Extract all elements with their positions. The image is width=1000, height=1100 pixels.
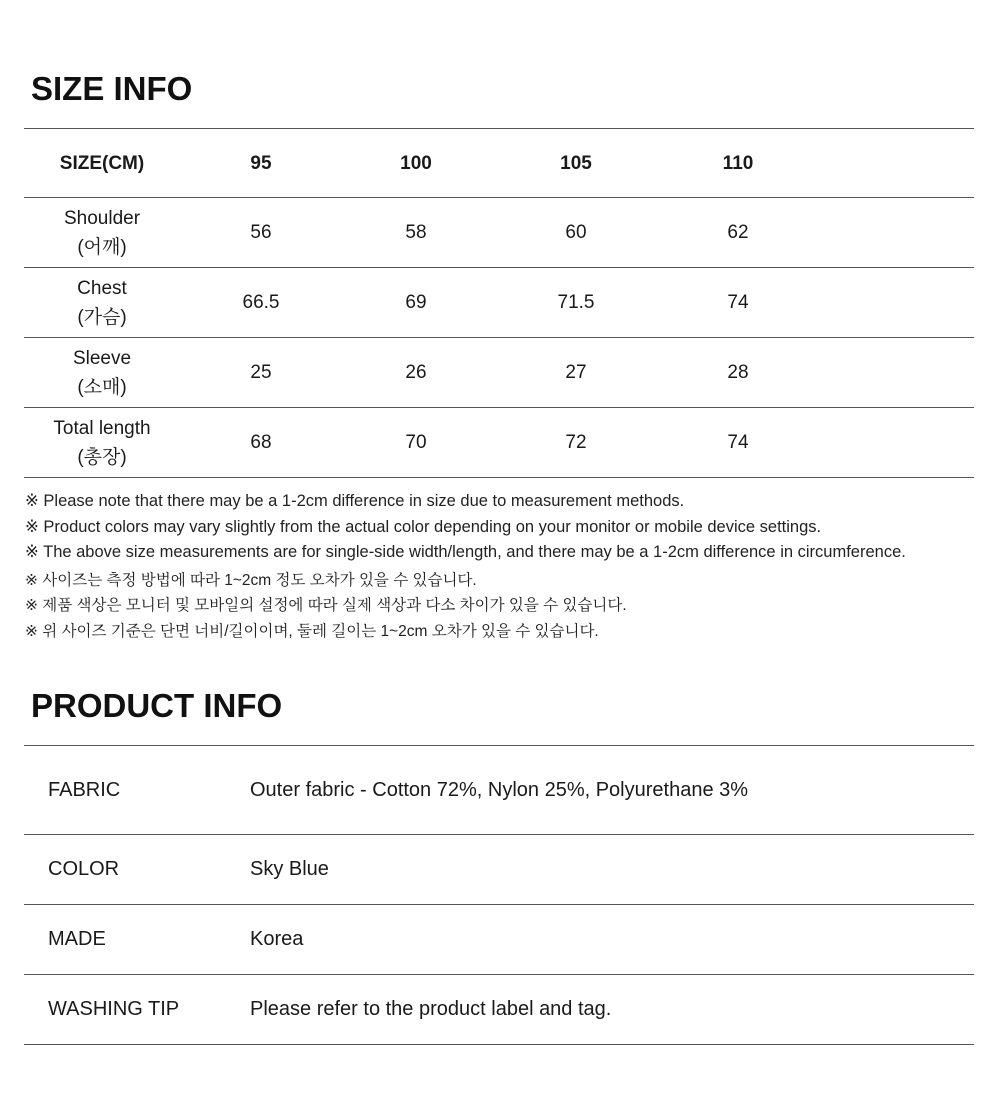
row-label-en: Sleeve <box>72 347 132 369</box>
product-info-title: PRODUCT INFO <box>31 687 283 724</box>
size-cell: 58 <box>405 222 427 243</box>
product-row-made <box>24 905 974 975</box>
header-cell-105: 105 <box>560 152 592 174</box>
size-cell: 71.5 <box>557 292 595 313</box>
size-cell: 62 <box>727 222 749 243</box>
row-label-en: Total length <box>53 417 151 439</box>
note-item: ※ 사이즈는 측정 방법에 따라 1~2cm 정도 오차가 있을 수 있습니다. <box>25 571 477 589</box>
product-value: Please refer to the product label and tag. <box>250 998 612 1020</box>
row-label-ko: (소매) <box>77 376 127 398</box>
size-row-chest <box>24 268 974 338</box>
size-row-total-length <box>24 408 974 478</box>
row-label-ko: (총장) <box>77 446 127 468</box>
size-table <box>24 128 974 478</box>
product-table <box>24 745 974 1045</box>
size-table-header <box>24 128 974 198</box>
product-label: COLOR <box>48 858 120 880</box>
header-cell-110: 110 <box>722 152 754 174</box>
header-cell-size: SIZE(CM) <box>59 152 145 174</box>
size-cell: 74 <box>727 292 749 313</box>
row-label <box>24 338 180 407</box>
size-row-shoulder <box>24 198 974 268</box>
size-row-sleeve <box>24 338 974 408</box>
row-label-ko: (가슴) <box>77 306 127 328</box>
product-value: Korea <box>250 928 304 950</box>
size-cell: 25 <box>250 362 272 383</box>
product-row-color <box>24 835 974 905</box>
size-cell: 27 <box>565 362 587 383</box>
size-notes <box>25 490 985 646</box>
note-item: ※ Please note that there may be a 1-2cm difference in size due to measurement methods. <box>25 492 685 510</box>
product-row-washing-tip <box>24 975 974 1045</box>
size-info-title: SIZE INFO <box>31 70 193 107</box>
size-cell: 74 <box>727 432 749 453</box>
note-item: ※ The above size measurements are for single-side width/length, and there may be a 1-2cm difference in circumference. <box>25 543 906 561</box>
row-label <box>24 198 180 267</box>
row-label <box>24 408 180 477</box>
note-item: ※ 제품 색상은 모니터 및 모바일의 설정에 따라 실제 색상과 다소 차이가 있을 수 있습니다. <box>25 597 627 614</box>
header-cell-100: 100 <box>400 152 432 174</box>
row-label <box>24 268 180 337</box>
product-label: MADE <box>48 928 106 950</box>
size-cell: 70 <box>405 432 427 453</box>
size-cell: 66.5 <box>242 292 280 313</box>
product-value: Outer fabric - Cotton 72%, Nylon 25%, Polyurethane 3% <box>250 778 749 801</box>
size-cell: 26 <box>405 362 427 383</box>
size-cell: 28 <box>727 362 749 383</box>
note-item: ※ 위 사이즈 기준은 단면 너비/길이이며, 둘레 길이는 1~2cm 오차가 있을 수 있습니다. <box>25 622 599 640</box>
product-label: WASHING TIP <box>48 998 180 1020</box>
header-cell-95: 95 <box>250 152 272 174</box>
row-label-en: Chest <box>77 277 127 299</box>
product-value: Sky Blue <box>250 858 329 880</box>
product-label: FABRIC <box>48 778 121 801</box>
size-cell: 56 <box>250 222 272 243</box>
size-cell: 72 <box>565 432 587 453</box>
product-row-fabric <box>24 745 974 835</box>
size-cell: 69 <box>405 292 427 313</box>
row-label-en: Shoulder <box>63 207 141 229</box>
note-item: ※ Product colors may vary slightly from the actual color depending on your monitor or mobile device settings. <box>25 517 822 536</box>
size-cell: 60 <box>565 222 587 243</box>
size-cell: 68 <box>250 432 272 453</box>
row-label-ko: (어깨) <box>77 236 127 258</box>
